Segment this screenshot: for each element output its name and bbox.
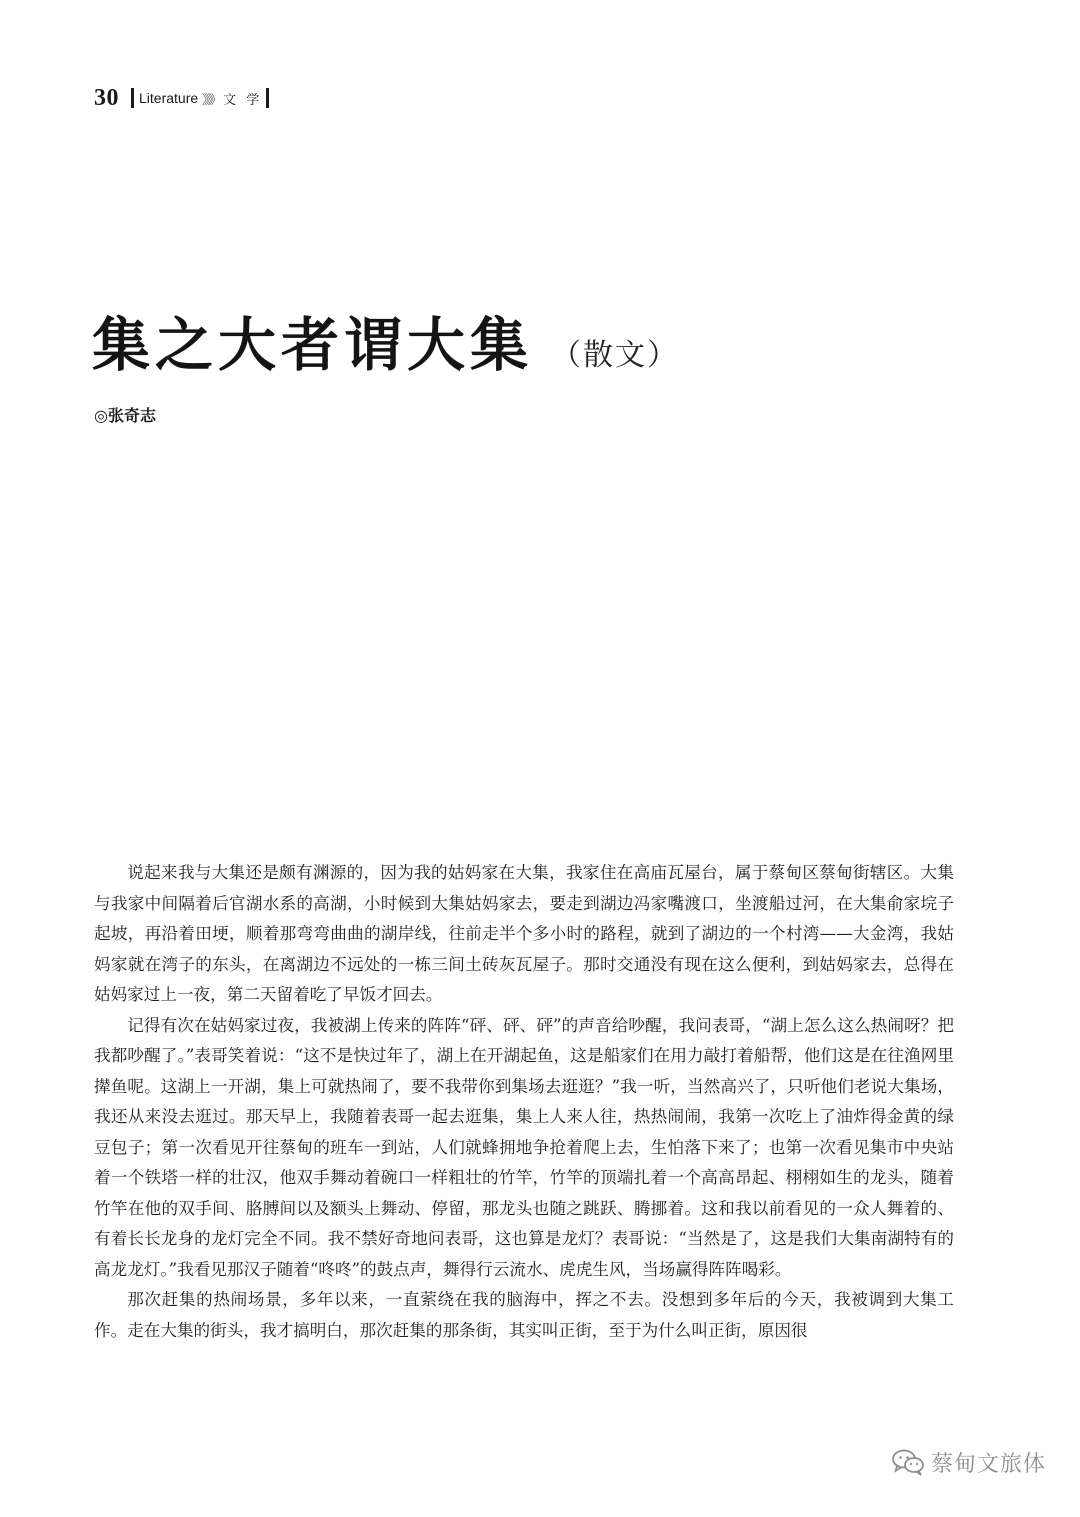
article-heading	[92, 298, 679, 382]
header-divider	[131, 88, 134, 108]
watermark-text: 蔡甸文旅体	[930, 1451, 1046, 1477]
chevron-right-icon: 》》》	[202, 92, 220, 108]
article-genre: （散文）	[551, 338, 680, 373]
section-label-cn: 文 学	[223, 92, 263, 108]
author-byline: ◎张奇志	[94, 406, 156, 425]
paragraph: 记得有次在姑妈家过夜，我被湖上传来的阵阵“砰、砰、砰”的声音给吵醒，我问表哥，“湖上怎么这么热闹呀？把我都吵醒了。”表哥笑着说：“这不是快过年了，湖上在开湖起鱼，这是船家们在用力敲打着船帮，他们这是在往渔网里撵鱼呢。这湖上一开湖，集上可就热闹了，要不我带你到集场去逛逛？”我一听，当然高兴了，只听他们老说大集场，我还从来没去逛过。那天早上，我随着表哥一起去逛集，集上人来人往，热热闹闹，我第一次吃上了油炸得金黄的绿豆包子；第一次看见开往蔡甸的班车一到站，人们就蜂拥地争抢着爬上去，生怕落下来了；也第一次看见集市中央站着一个铁塔一样的壮汉，他双手舞动着碗口一样粗壮的竹竿，竹竿的顶端扎着一个高高昂起、栩栩如生的龙头，随着竹竿在他的双手间、胳膊间以及额头上舞动、停留，那龙头也随之跳跃、腾挪着。这和我以前看见的一众人舞着的、有着长长龙身的龙灯完全不同。我不禁好奇地问表哥，这也算是龙灯？表哥说：“当然是了，这是我们大集南湖特有的高龙龙灯。”我看见那汉子随着“咚咚”的鼓点声，舞得行云流水、虎虎生风，当场赢得阵阵喝彩。	[94, 1015, 954, 1279]
wechat-icon	[891, 1448, 925, 1476]
watermark	[891, 1445, 1046, 1479]
paragraph: 那次赶集的热闹场景，多年以来，一直萦绕在我的脑海中，挥之不去。没想到多年后的今天，我被调到大集工作。走在大集的街头，我才搞明白，那次赶集的那条街，其实叫正街，至于为什么叫正街，原因很	[94, 1290, 954, 1340]
paragraph: 说起来我与大集还是颇有渊源的，因为我的姑妈家在大集，我家住在高庙瓦屋台，属于蔡甸区蔡甸街辖区。大集与我家中间隔着后官湖水系的高湖，小时候到大集姑妈家去，要走到湖边冯家嘴渡口，坐渡船过河，在大集俞家垸子起坡，再沿着田埂，顺着那弯弯曲曲的湖岸线，往前走半个多小时的路程，就到了湖边的一个村湾——大金湾，我姑妈家就在湾子的东头，在离湖边不远处的一栋三间土砖灰瓦屋子。那时交通没有现在这么便利，到姑妈家去，总得在姑妈家过上一夜，第二天留着吃了早饭才回去。	[94, 863, 954, 1004]
article-title: 集之大者谓大集	[92, 311, 534, 379]
running-header	[94, 84, 269, 112]
header-divider	[266, 88, 269, 108]
article-body	[94, 858, 954, 1346]
section-label-en: Literature	[139, 90, 199, 106]
page-number: 30	[94, 84, 119, 111]
